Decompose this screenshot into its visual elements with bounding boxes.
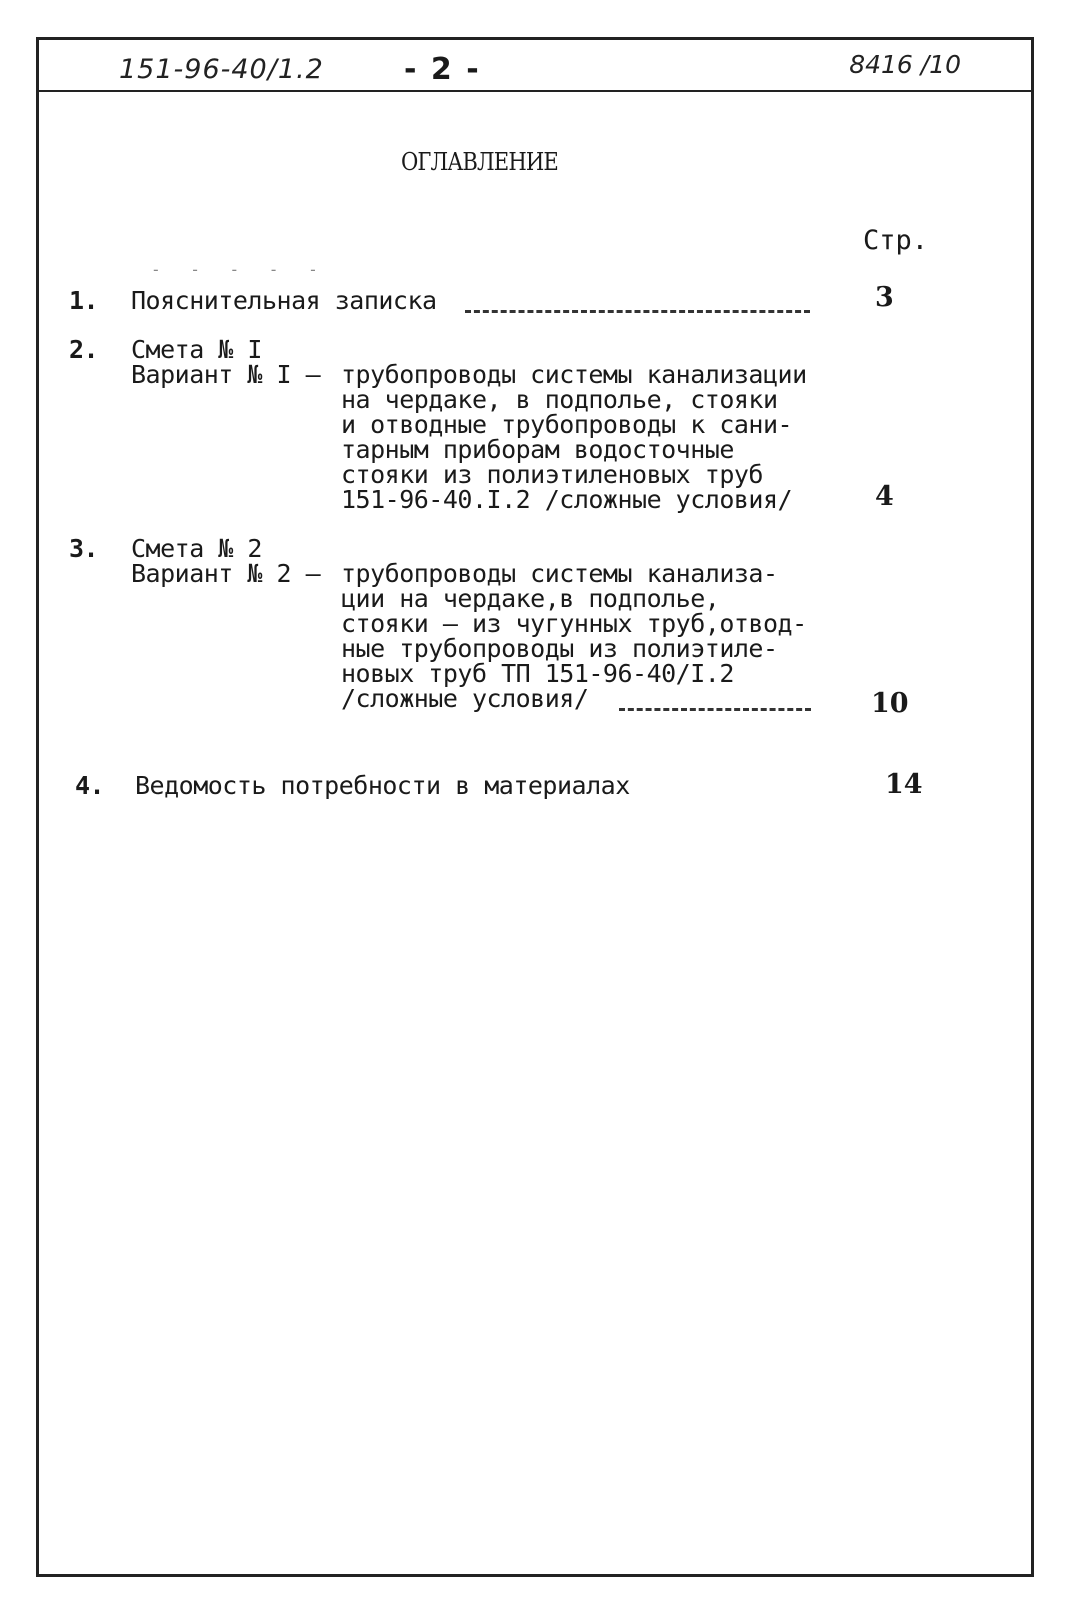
page-title: ОГЛАВЛЕНИЕ (401, 148, 558, 176)
toc-item-3-number: 3. (69, 534, 99, 563)
toc-item-2-line: 151-96-40.I.2 /сложные условия/ (341, 485, 793, 514)
toc-item-3-line: /сложные условия/ (341, 684, 589, 713)
header-divider (39, 90, 1031, 92)
toc-item-3-line: новых труб ТП 151-96-40/I.2 (341, 659, 734, 688)
toc-item-3-leader (619, 708, 811, 711)
toc-item-1-number: 1. (69, 286, 99, 315)
toc-item-2-line: трубопроводы системы канализации (341, 360, 807, 389)
toc-item-3-line: ные трубопроводы из полиэтиле- (341, 634, 778, 663)
sheet-number: 8416 /10 (849, 50, 961, 79)
toc-item-1-leader (465, 310, 810, 313)
toc-item-3-page: 10 (871, 688, 909, 719)
toc-item-3-variant: Вариант № 2 – (131, 559, 321, 588)
toc-item-4-number: 4. (75, 771, 105, 800)
toc-item-4-text: Ведомость потребности в материалах (135, 771, 630, 800)
toc-item-2-line: и отводные трубопроводы к сани- (341, 410, 793, 439)
toc-item-2-smeta: Смета № I (131, 335, 262, 364)
toc-item-2-number: 2. (69, 335, 99, 364)
page-number: - 2 - (404, 52, 481, 87)
toc-item-4-page: 14 (885, 769, 923, 800)
toc-item-2-line: тарным приборам водосточные (341, 435, 734, 464)
toc-item-2-line: стояки из полиэтиленовых труб (341, 460, 763, 489)
toc-item-3-line: ции на чердаке,в подполье, (341, 584, 720, 613)
toc-item-2-variant: Вариант № I – (131, 360, 321, 389)
toc-item-2-page: 4 (875, 481, 894, 512)
scan-specks: - - - - - (151, 260, 328, 279)
toc-item-3-line: стояки – из чугунных труб,отвод- (341, 609, 807, 638)
toc-item-1-text: Пояснительная записка (131, 286, 437, 315)
toc-item-2-line: на чердаке, в подполье, стояки (341, 385, 778, 414)
document-frame (36, 37, 1034, 1577)
page-column-label: Стр. (863, 225, 929, 256)
toc-item-3-line: трубопроводы системы канализа- (341, 559, 778, 588)
doc-code: 151-96-40/1.2 (119, 54, 324, 85)
toc-item-1-page: 3 (875, 282, 894, 313)
toc-item-3-smeta: Смета № 2 (131, 534, 262, 563)
